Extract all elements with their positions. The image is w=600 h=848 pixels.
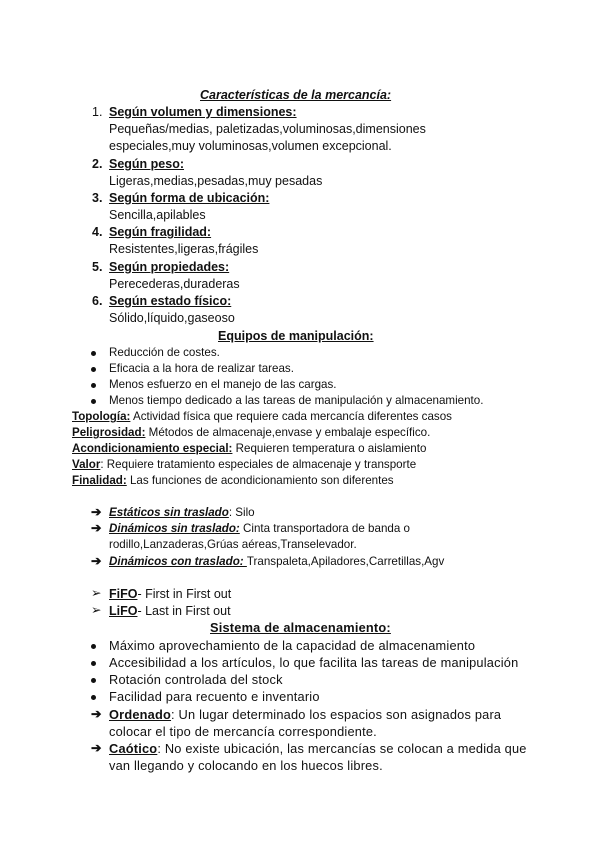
item-text: Resistentes,ligeras,frágiles [109,242,259,256]
list-item: Rotación controlada del stock [109,672,283,687]
bullet-icon [91,678,96,683]
arrow-item-continuation: van llegando y colocando en los huecos libres. [109,758,383,773]
arrow-term: Dinámicos sin traslado: [109,522,240,535]
definition-line [72,411,452,423]
section-title-equipos: Equipos de manipulación: [218,329,374,343]
definition-term: Peligrosidad: [72,426,146,439]
fifo-item [109,588,231,601]
list-item: Menos tiempo dedicado a las tareas de manipulación y almacenamiento. [109,394,484,407]
item-heading: Según forma de ubicación: [109,191,270,205]
definition-text: Actividad física que requiere cada mercancía diferentes casos [130,410,452,423]
definition-term: Valor [72,458,101,471]
definition-text: Las funciones de acondicionamiento son diferentes [126,474,394,487]
arrow-right-icon: ➔ [91,554,102,568]
item-text: especiales,muy voluminosas,volumen excepcional. [109,139,392,153]
list-item: Máximo aprovechamiento de la capacidad de almacenamiento [109,638,476,653]
arrow-text: : Un lugar determinado los espacios son asignados para [171,707,502,722]
arrow-item [109,523,410,535]
definition-text: Métodos de almacenaje,envase y embalaje específico. [145,426,431,439]
section-title-sistema: Sistema de almacenamiento: [210,620,391,635]
definition-term: Topología: [72,410,131,423]
arrowhead-icon: ➢ [91,603,102,617]
arrow-term: Caótico [109,741,158,756]
definition-line [72,427,430,439]
bullet-icon [91,399,96,404]
item-text: Ligeras,medias,pesadas,muy pesadas [109,174,323,188]
bullet-icon [91,367,96,372]
definition-text: Requieren temperatura o aislamiento [232,442,427,455]
arrow-item [109,743,527,756]
arrow-right-icon: ➔ [91,521,102,535]
arrow-text: Transpaleta,Apiladores,Carretillas,Agv [246,555,445,568]
list-item: Menos esfuerzo en el manejo de las cargas. [109,378,337,391]
list-item: Reducción de costes. [109,346,220,359]
fifo-term: LiFO [109,604,138,618]
arrow-term: Dinámicos con traslado: [109,555,247,568]
fifo-text: - Last in First out [137,604,231,618]
arrow-text: Cinta transportadora de banda o [239,522,410,535]
list-item: Eficacia a la hora de realizar tareas. [109,362,294,375]
item-text: Perecederas,duraderas [109,277,240,291]
definition-term: Finalidad: [72,474,127,487]
item-text: Sólido,líquido,gaseoso [109,311,235,325]
item-number: 2. [92,157,103,171]
item-heading: Según estado físico: [109,294,232,308]
definition-line [72,475,394,487]
arrow-right-icon: ➔ [91,741,102,755]
arrow-right-icon: ➔ [91,505,102,519]
arrow-term: Ordenado [109,707,172,722]
item-number: 4. [92,225,103,239]
bullet-icon [91,644,96,649]
arrow-text: : No existe ubicación, las mercancías se colocan a medida que [157,741,527,756]
item-number: 6. [92,294,103,308]
item-number: 3. [92,191,103,205]
item-heading: Según volumen y dimensiones: [109,105,297,119]
item-text: Sencilla,apilables [109,208,206,222]
item-number: 1. [92,105,103,119]
arrow-text: : Silo [228,506,255,519]
item-heading: Según peso: [109,157,185,171]
bullet-icon [91,661,96,666]
arrow-item-continuation: colocar el tipo de mercancía correspondiente. [109,724,377,739]
item-heading: Según propiedades: [109,260,230,274]
item-number: 5. [92,260,103,274]
arrow-item [109,507,255,519]
section-title-caracteristicas: Características de la mercancía: [200,88,392,102]
arrow-item-continuation: rodillo,Lanzaderas,Grúas aéreas,Transelevador. [109,538,357,551]
definition-line [72,443,426,455]
list-item: Accesibilidad a los artículos, lo que facilita las tareas de manipulación [109,655,519,670]
fifo-text: - First in First out [137,587,232,601]
item-text: Pequeñas/medias, paletizadas,voluminosas,dimensiones [109,122,426,136]
bullet-icon [91,695,96,700]
definition-line [72,459,416,471]
bullet-icon [91,383,96,388]
definition-text: : Requiere tratamiento especiales de almacenaje y transporte [100,458,417,471]
definition-term: Acondicionamiento especial: [72,442,233,455]
item-heading: Según fragilidad: [109,225,212,239]
arrow-item [109,556,444,568]
arrow-right-icon: ➔ [91,707,102,721]
arrowhead-icon: ➢ [91,586,102,600]
fifo-item [109,605,231,618]
arrow-item [109,709,501,722]
list-item: Facilidad para recuento e inventario [109,689,320,704]
bullet-icon [91,351,96,356]
arrow-term: Estáticos sin traslado [109,506,229,519]
fifo-term: FiFO [109,587,138,601]
